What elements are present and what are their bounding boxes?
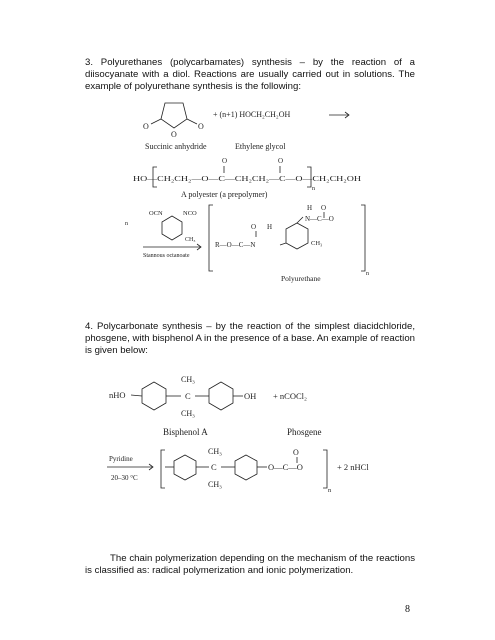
polyurethane-n-subscript: n bbox=[366, 271, 369, 277]
page-number: 8 bbox=[405, 604, 410, 615]
polyurethane-reaction-figure bbox=[125, 95, 375, 285]
bisphenol-methyl-bottom: CH₃ bbox=[181, 409, 195, 418]
paragraph-chain-polymerization bbox=[85, 553, 415, 577]
catalyst-label: Stannous octanoate bbox=[143, 253, 190, 259]
pyridine-label: Pyridine bbox=[109, 455, 133, 463]
carbonate-carbonyl-o: O bbox=[293, 448, 299, 457]
anhydride-o-ring: O bbox=[171, 130, 177, 139]
nco-group: NCO bbox=[183, 210, 197, 217]
glycol-reactant: + (n+1) HOCH₂CH₂OH bbox=[213, 110, 291, 119]
succinic-anhydride-label: Succinic anhydride bbox=[145, 142, 207, 151]
chain-polymerization-text: The chain polymerization depending on the mechanism of the reactions is classified as: radical polymerization and ionic polymerization. bbox=[85, 553, 415, 576]
bisphenol-oh: OH bbox=[244, 391, 257, 401]
ethylene-glycol-label: Ethylene glycol bbox=[235, 142, 286, 151]
polyester-label: A polyester (a prepolymer) bbox=[181, 190, 268, 199]
succinic-anhydride-structure bbox=[151, 103, 197, 128]
phosgene-label: Phosgene bbox=[287, 427, 322, 437]
urethane-h-2: H bbox=[307, 204, 313, 212]
urethane-nco-link: N—C—O bbox=[305, 215, 334, 223]
bond-ho-ring bbox=[131, 395, 142, 396]
polyurethane-benzene-ring bbox=[286, 223, 308, 249]
polycarbonate-methyl-top: CH₃ bbox=[208, 447, 222, 456]
carbonate-link: O—C—O bbox=[268, 462, 303, 472]
urethane-chain: R—O—C—N bbox=[215, 241, 256, 249]
polycarbonate-n-subscript: n bbox=[328, 487, 332, 494]
bisphenol-central-c: C bbox=[185, 391, 191, 401]
polycarbonate-reaction-figure bbox=[97, 368, 397, 528]
diisocyanate-n-coefficient: n bbox=[125, 221, 128, 227]
polyurethane-label: Polyurethane bbox=[281, 274, 321, 283]
phosgene-reactant: + nCOCl₂ bbox=[273, 391, 307, 401]
hcl-byproduct: + 2 nHCl bbox=[337, 462, 369, 472]
bisphenol-methyl-top: CH₃ bbox=[181, 375, 195, 384]
temperature-label: 20–30 °C bbox=[111, 474, 138, 482]
polycarbonate-methyl-bottom: CH₃ bbox=[208, 480, 222, 489]
polyester-n-subscript: n bbox=[312, 186, 315, 192]
bisphenol-ring-left bbox=[142, 382, 166, 410]
bisphenol-a-label: Bisphenol A bbox=[163, 427, 208, 437]
bisphenol-nho: nHO bbox=[109, 390, 126, 400]
polyester-carbonyl-o-1: O bbox=[222, 157, 228, 165]
diisocyanate-methyl: CH₃ bbox=[185, 237, 196, 243]
urethane-carbonyl-o: O bbox=[251, 223, 257, 231]
ocn-group: OCN bbox=[149, 210, 163, 217]
urethane-carbonyl-o-2: O bbox=[321, 204, 327, 212]
polyurethane-methyl: CH₃ bbox=[311, 240, 323, 247]
paragraph-polyurethanes: 3. Polyurethanes (polycarbamates) synthesis – by the reaction of a diisocyanate with a diol. Reactions are usually carried out in solutions. The example of polyurethane synthesis is the following: bbox=[85, 57, 415, 92]
polycarbonate-ring-right bbox=[235, 455, 257, 480]
ring-bond-top bbox=[297, 217, 303, 223]
reaction-arrow-1 bbox=[329, 112, 349, 118]
polycarbonate-ring-left bbox=[174, 455, 196, 480]
polyester-carbonyl-o-2: O bbox=[278, 157, 284, 165]
polyurethane-brackets bbox=[209, 205, 365, 271]
urethane-h-1: H bbox=[267, 223, 273, 231]
polycarbonate-central-c: C bbox=[211, 462, 217, 472]
ring-bond-left bbox=[280, 243, 286, 245]
anhydride-o-left: O bbox=[143, 122, 149, 131]
polyester-formula: HO—CH₂CH₂—O—C—CH₂CH₂—C—O—CH₂CH₂OH bbox=[133, 175, 361, 183]
bisphenol-ring-right bbox=[209, 382, 233, 410]
paragraph-polycarbonate: 4. Polycarbonate synthesis – by the reaction of the simplest diacidchloride, phosgene, with bisphenol A in the presence of a base. An example of reaction is given below: bbox=[85, 321, 415, 356]
diisocyanate-benzene-ring bbox=[162, 216, 182, 240]
anhydride-o-right: O bbox=[198, 122, 204, 131]
